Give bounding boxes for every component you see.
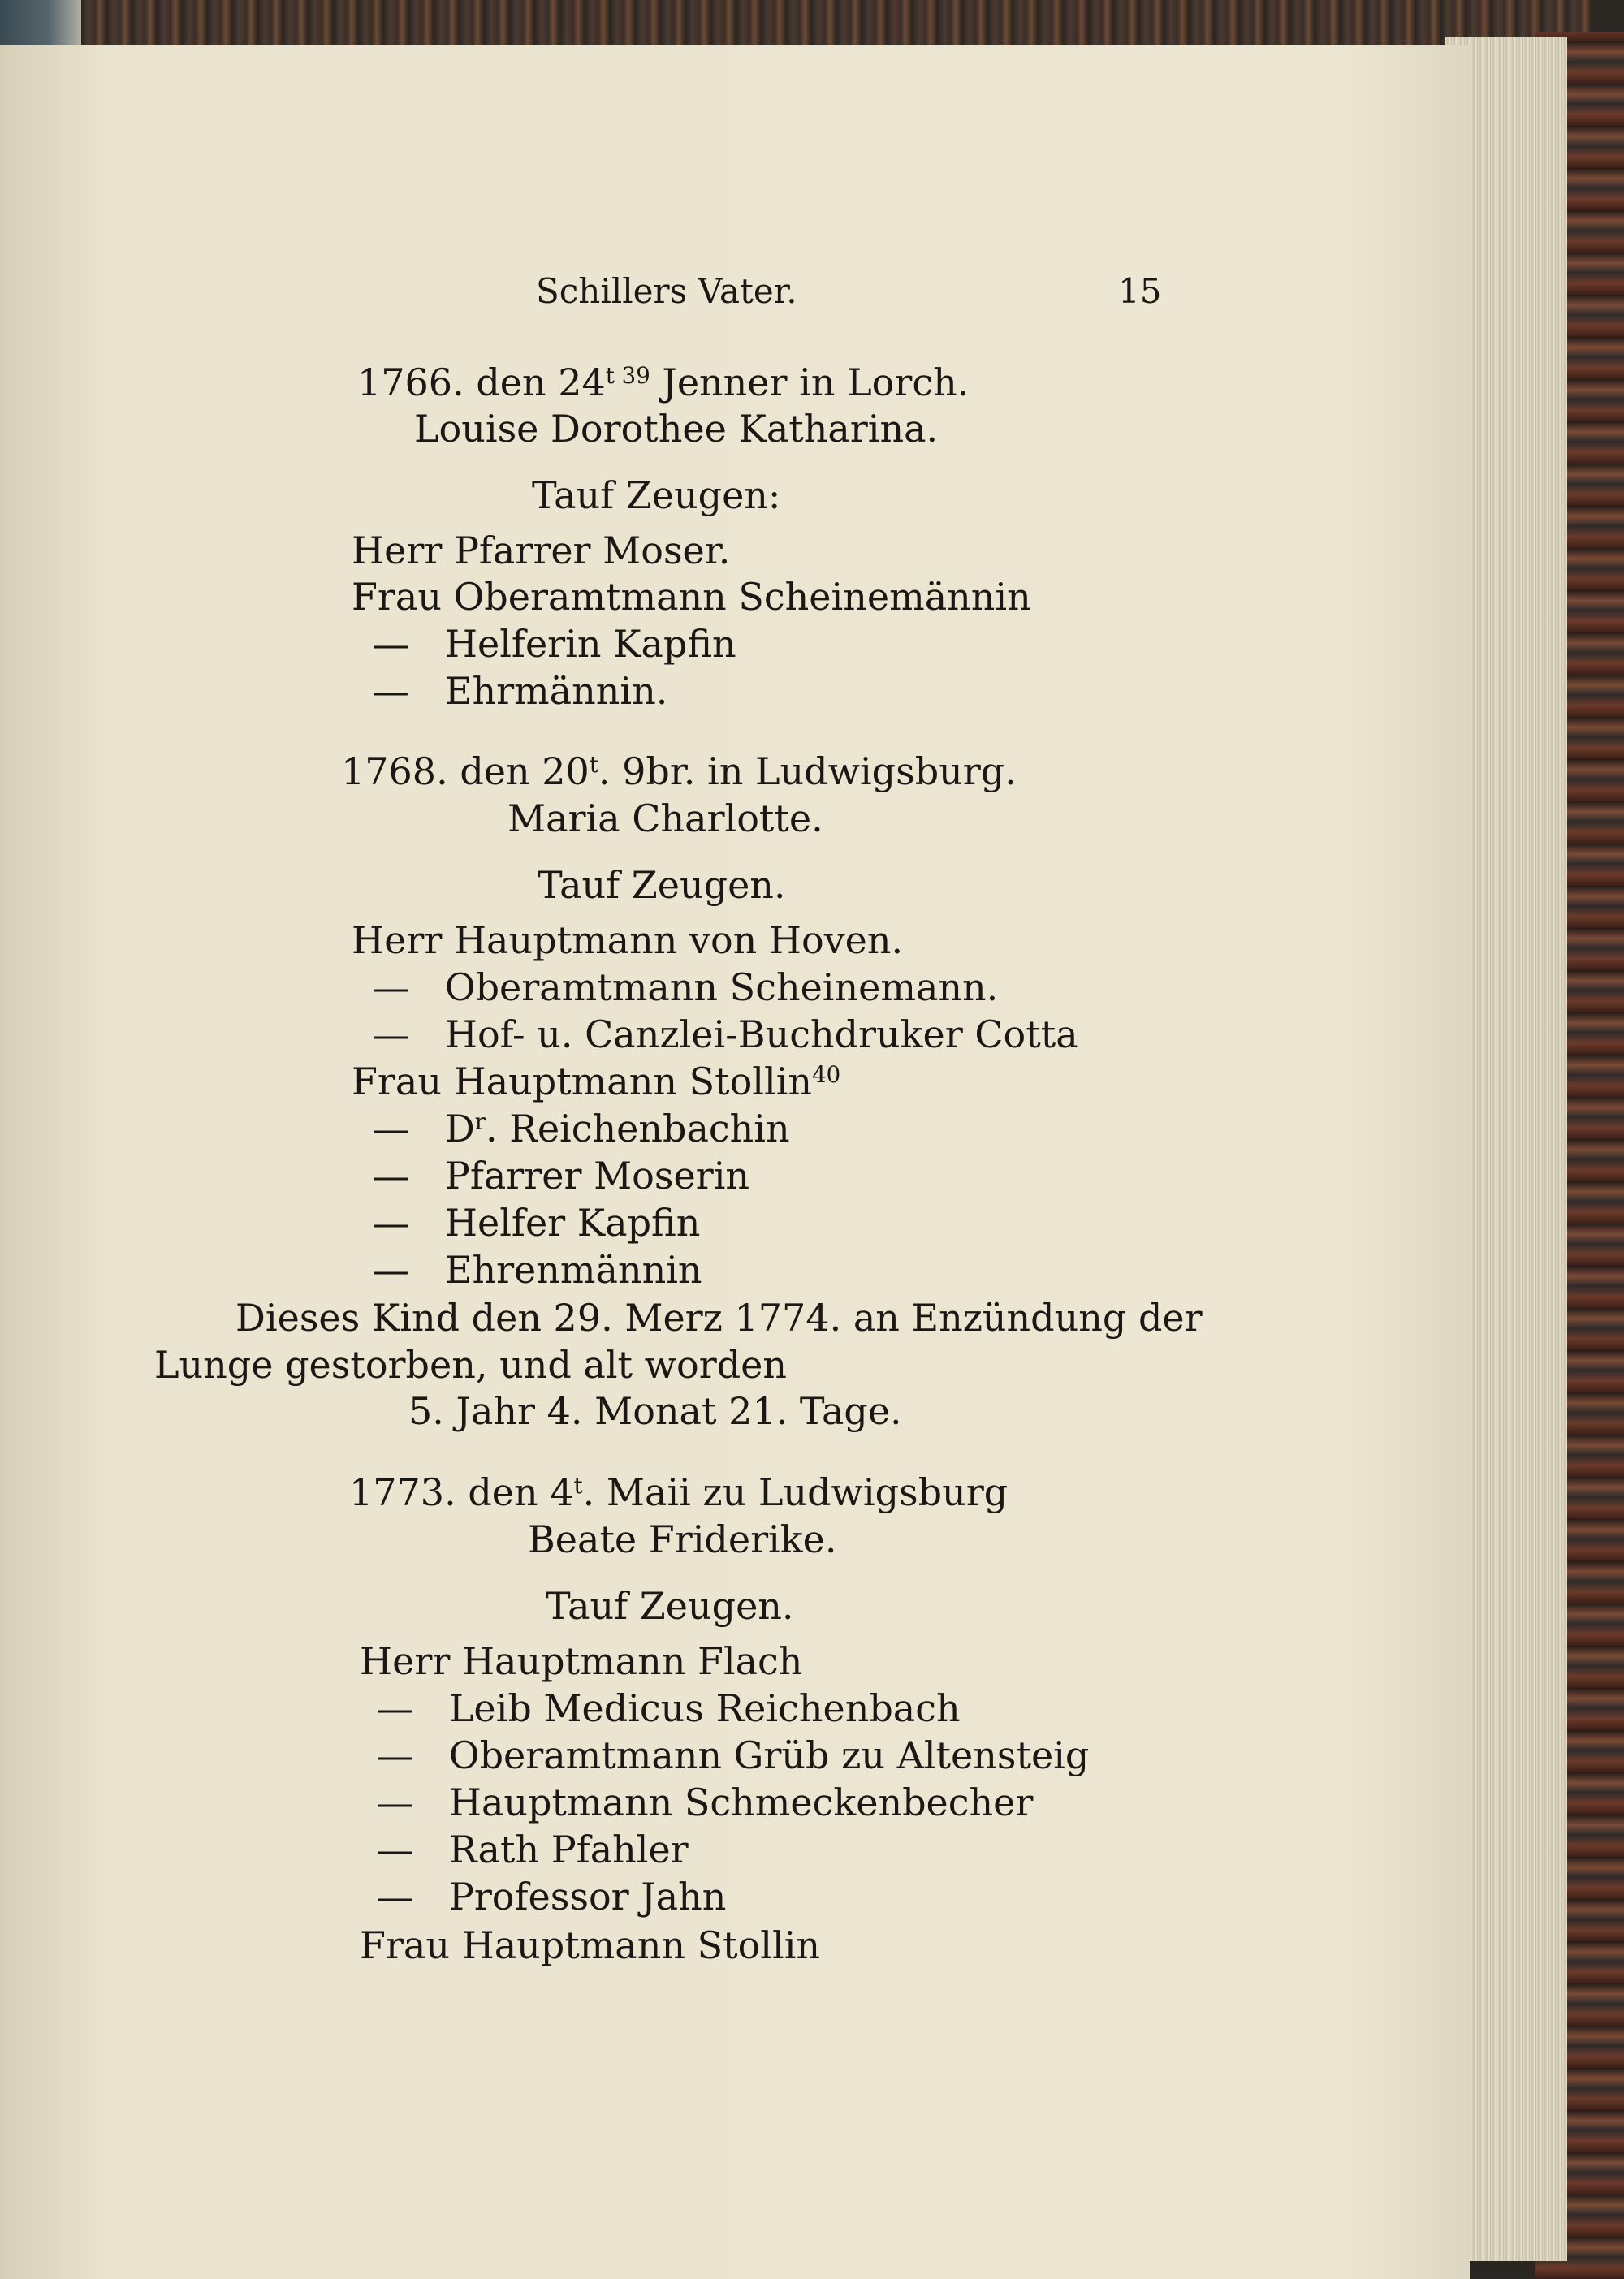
godparent-line: Herr Pfarrer Moser. [352,529,731,572]
entry-date-line: 1766. den $24^{t 39}$ Jenner in Lorch. [357,360,970,404]
running-title: Schillers Vater. [536,271,797,311]
godparent-line: — Leib Medicus Reichenbach [376,1686,961,1730]
entry-date-line: 1773. den 4$^t$. Maii zu Ludwigsburg [349,1470,1009,1514]
godparent-line: Herr Hauptmann Flach [360,1639,803,1683]
godparent-line: Frau Hauptmann Stollin [360,1923,821,1967]
godparent-line: — Pfarrer Moserin [372,1154,750,1198]
godparent-line: — Rath Pfahler [376,1828,689,1871]
godparent-line: — Hof- u. Canzlei-Buchdruker Cotta [372,1012,1078,1056]
child-name: Maria Charlotte. [508,796,823,840]
death-note-line: 5. Jahr 4. Monat 21. Tage. [408,1389,902,1433]
godparent-line: Frau Oberamtmann Scheinemännin [352,575,1031,619]
godparent-line: — $D^r$. Reichenbachin [372,1107,790,1150]
child-name: Louise Dorothee Katharina. [414,407,939,451]
book-page [0,45,1470,2279]
godparent-line: — Ehrenmännin [372,1248,702,1292]
godparent-line: — Oberamtmann Scheinemann. [372,965,999,1009]
godparent-line: Frau Hauptmann Stollin$^{40}$ [352,1060,841,1103]
godparent-line: — Professor Jahn [376,1875,727,1919]
godparent-line: — Hauptmann Schmeckenbecher [376,1780,1034,1824]
godparents-heading: Tauf Zeugen: [532,473,781,517]
godparents-heading: Tauf Zeugen. [538,863,786,907]
godparent-line: — Helferin Kapfin [372,622,736,666]
child-name: Beate Friderike. [528,1517,837,1561]
death-note-line: Lunge gestorben, und alt worden [154,1343,787,1387]
godparent-line: Herr Hauptmann von Hoven. [352,918,904,962]
page-number: 15 [1118,271,1162,311]
godparent-line: — Oberamtmann Grüb zu Altensteig [376,1733,1090,1777]
entry-date-line: 1768. den 20$^t$. 9br. in Ludwigsburg. [341,749,1017,793]
godparent-line: — Ehrmännin. [372,669,668,713]
death-note-line: Dieses Kind den 29. Merz 1774. an Enzündung der [235,1296,1203,1340]
godparent-line: — Helfer Kapfin [372,1201,701,1245]
godparents-heading: Tauf Zeugen. [546,1584,794,1628]
